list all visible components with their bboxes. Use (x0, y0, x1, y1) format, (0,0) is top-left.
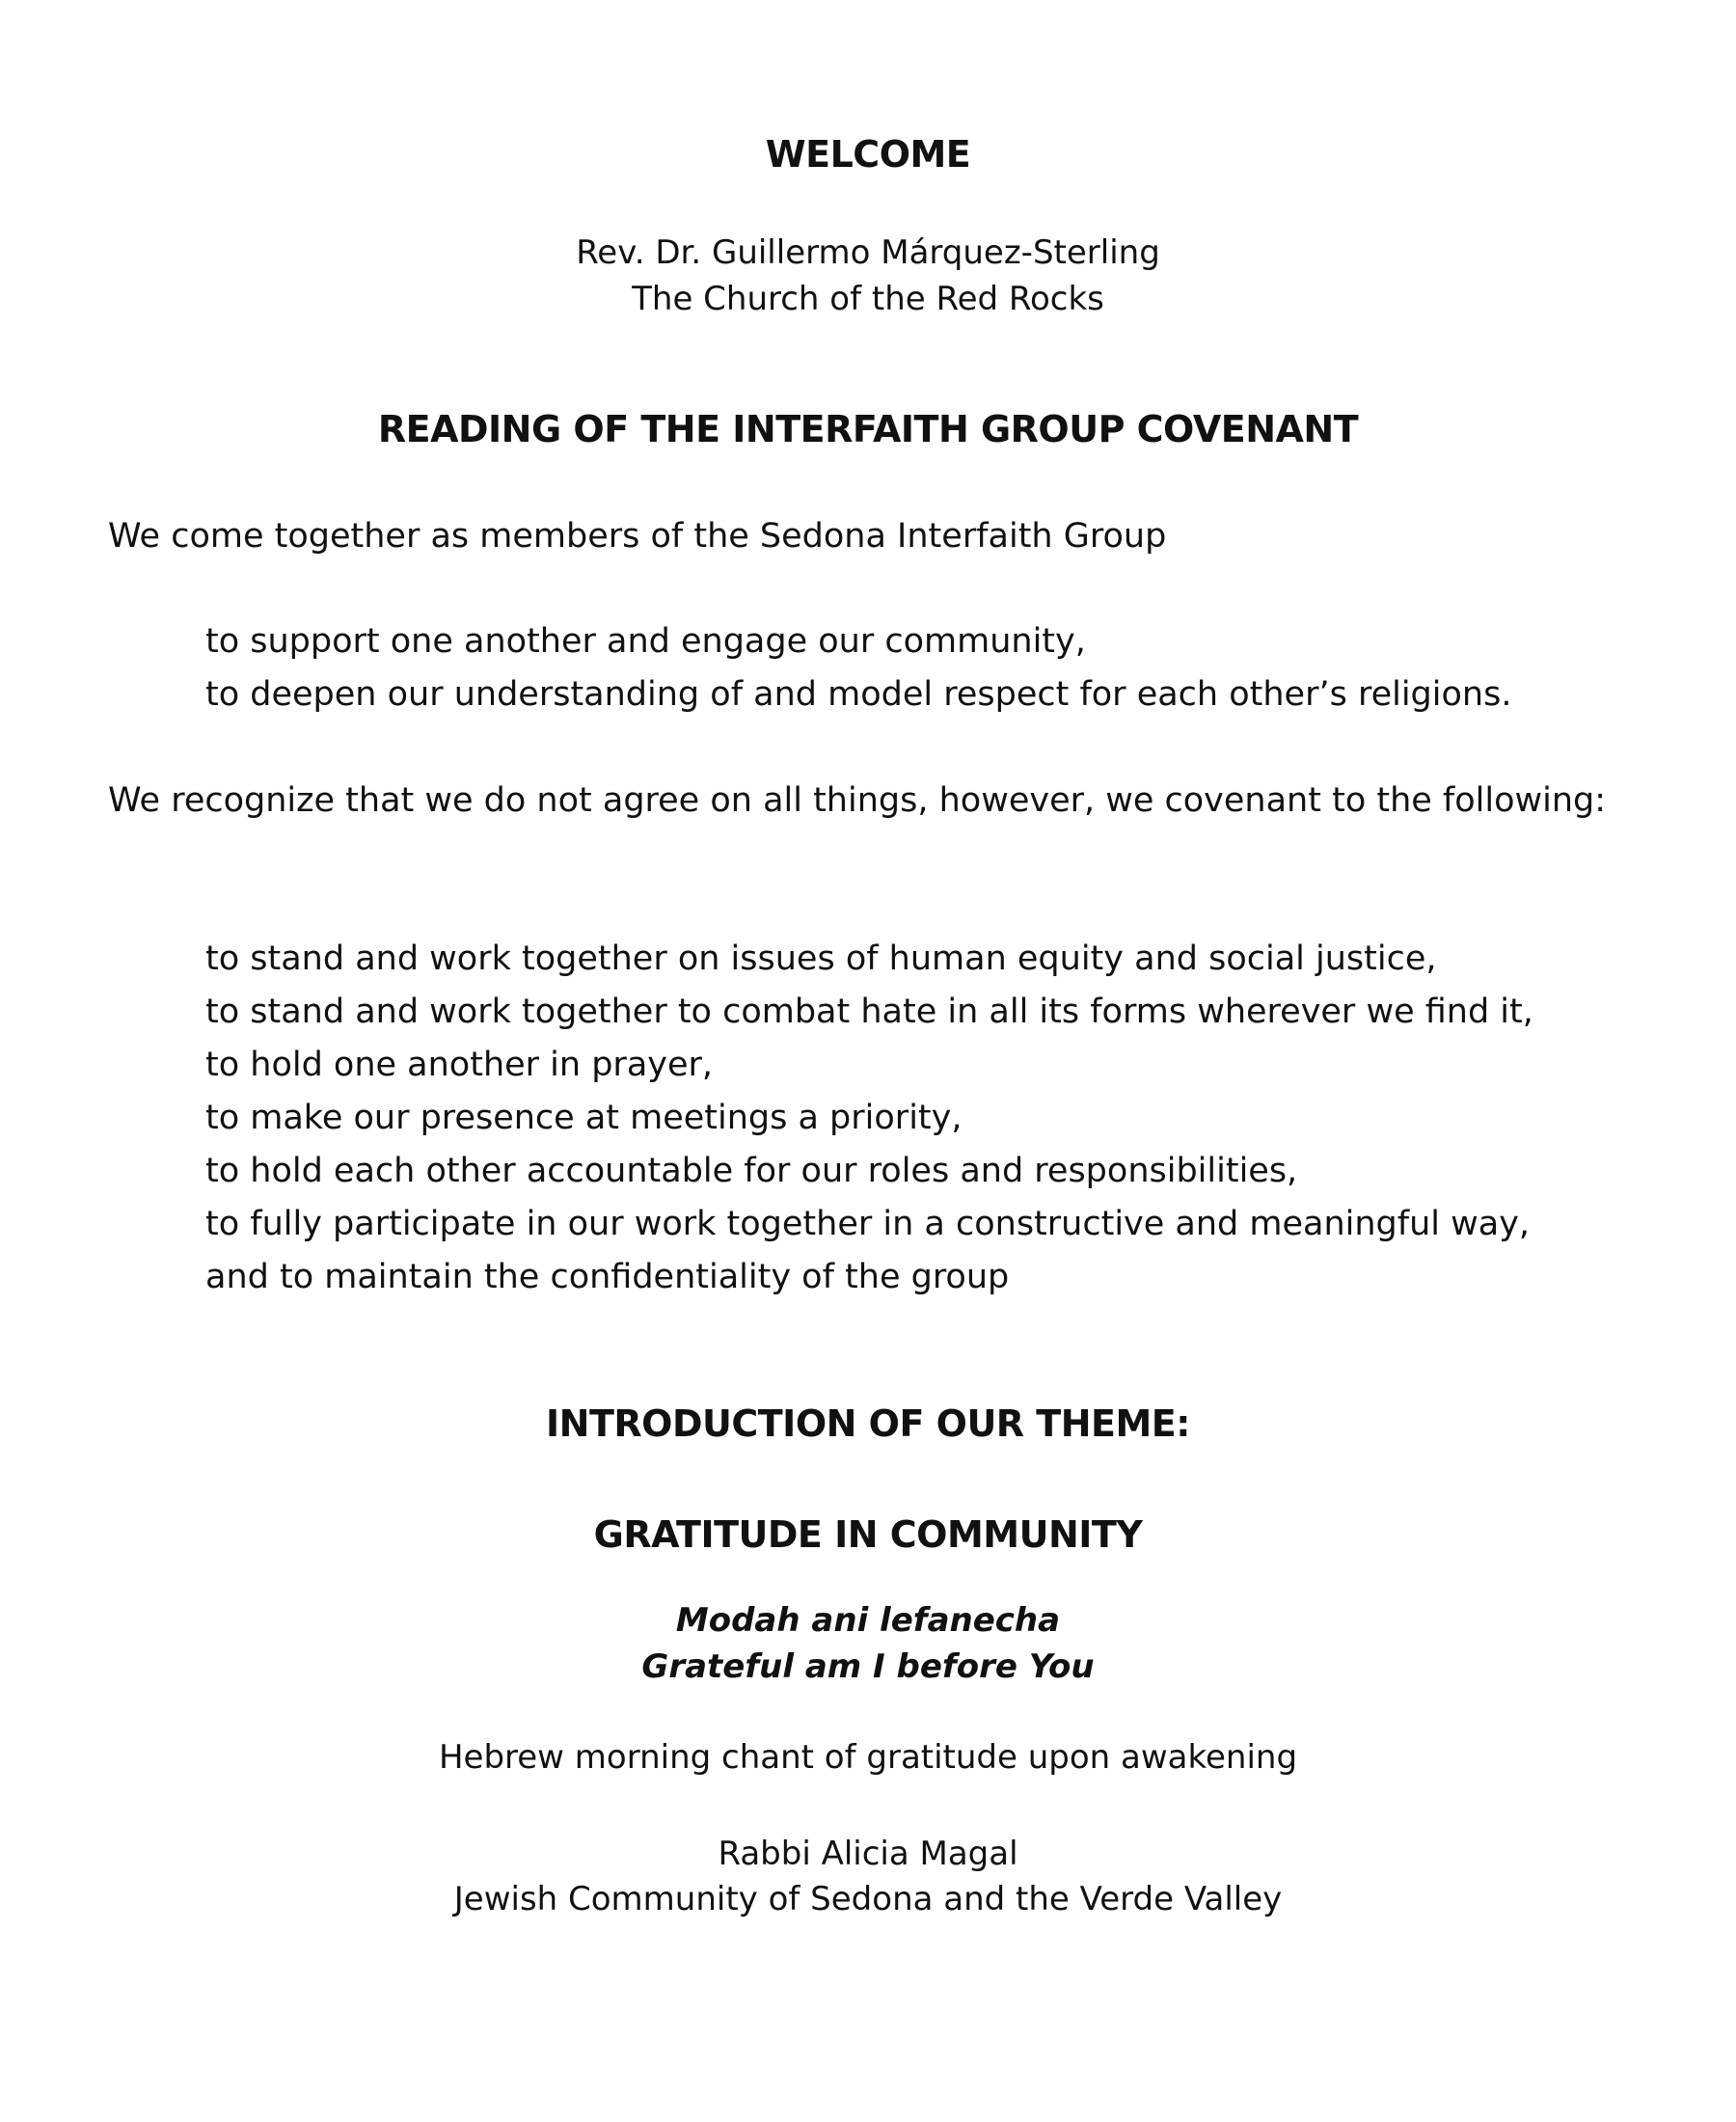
chant-hebrew: Modah ani lefanecha (675, 1601, 1061, 1640)
covenant-heading: READING OF THE INTERFAITH GROUP COVENANT (377, 408, 1359, 450)
welcome-heading: WELCOME (765, 133, 971, 176)
covenant-recognition: We recognize that we do not agree on all things, however, we covenant to the following: (108, 781, 1607, 820)
leader-org: Jewish Community of Sedona and the Verde Valley (453, 1880, 1283, 1918)
welcome-speaker-org: The Church of the Red Rocks (632, 280, 1104, 318)
covenant-intro: We come together as members of the Sedona Interfaith Group (108, 517, 1167, 556)
chant-english: Grateful am I before You (641, 1647, 1095, 1686)
leader-name: Rabbi Alicia Magal (718, 1835, 1018, 1873)
covenant-commitment-item: to make our presence at meetings a priority, (205, 1099, 963, 1137)
covenant-purpose-item: to deepen our understanding of and model respect for each other’s religions. (205, 675, 1512, 714)
covenant-commitment-item: and to maintain the confidentiality of the group (205, 1258, 1010, 1296)
covenant-purpose-item: to support one another and engage our community, (205, 622, 1086, 661)
theme-intro-heading: INTRODUCTION OF OUR THEME: (546, 1402, 1190, 1445)
covenant-commitment-item: to stand and work together to combat hate in all its forms wherever we find it, (205, 993, 1533, 1031)
covenant-commitment-item: to hold one another in prayer, (205, 1046, 714, 1084)
welcome-speaker-name: Rev. Dr. Guillermo Márquez-Sterling (576, 233, 1160, 272)
covenant-commitment-item: to hold each other accountable for our roles and responsibilities, (205, 1152, 1298, 1190)
chant-description: Hebrew morning chant of gratitude upon awakening (438, 1738, 1298, 1777)
covenant-commitment-item: to fully participate in our work together in a constructive and meaningful way, (205, 1205, 1531, 1243)
theme-title: GRATITUDE IN COMMUNITY (593, 1513, 1143, 1556)
covenant-commitment-item: to stand and work together on issues of human equity and social justice, (205, 939, 1437, 978)
